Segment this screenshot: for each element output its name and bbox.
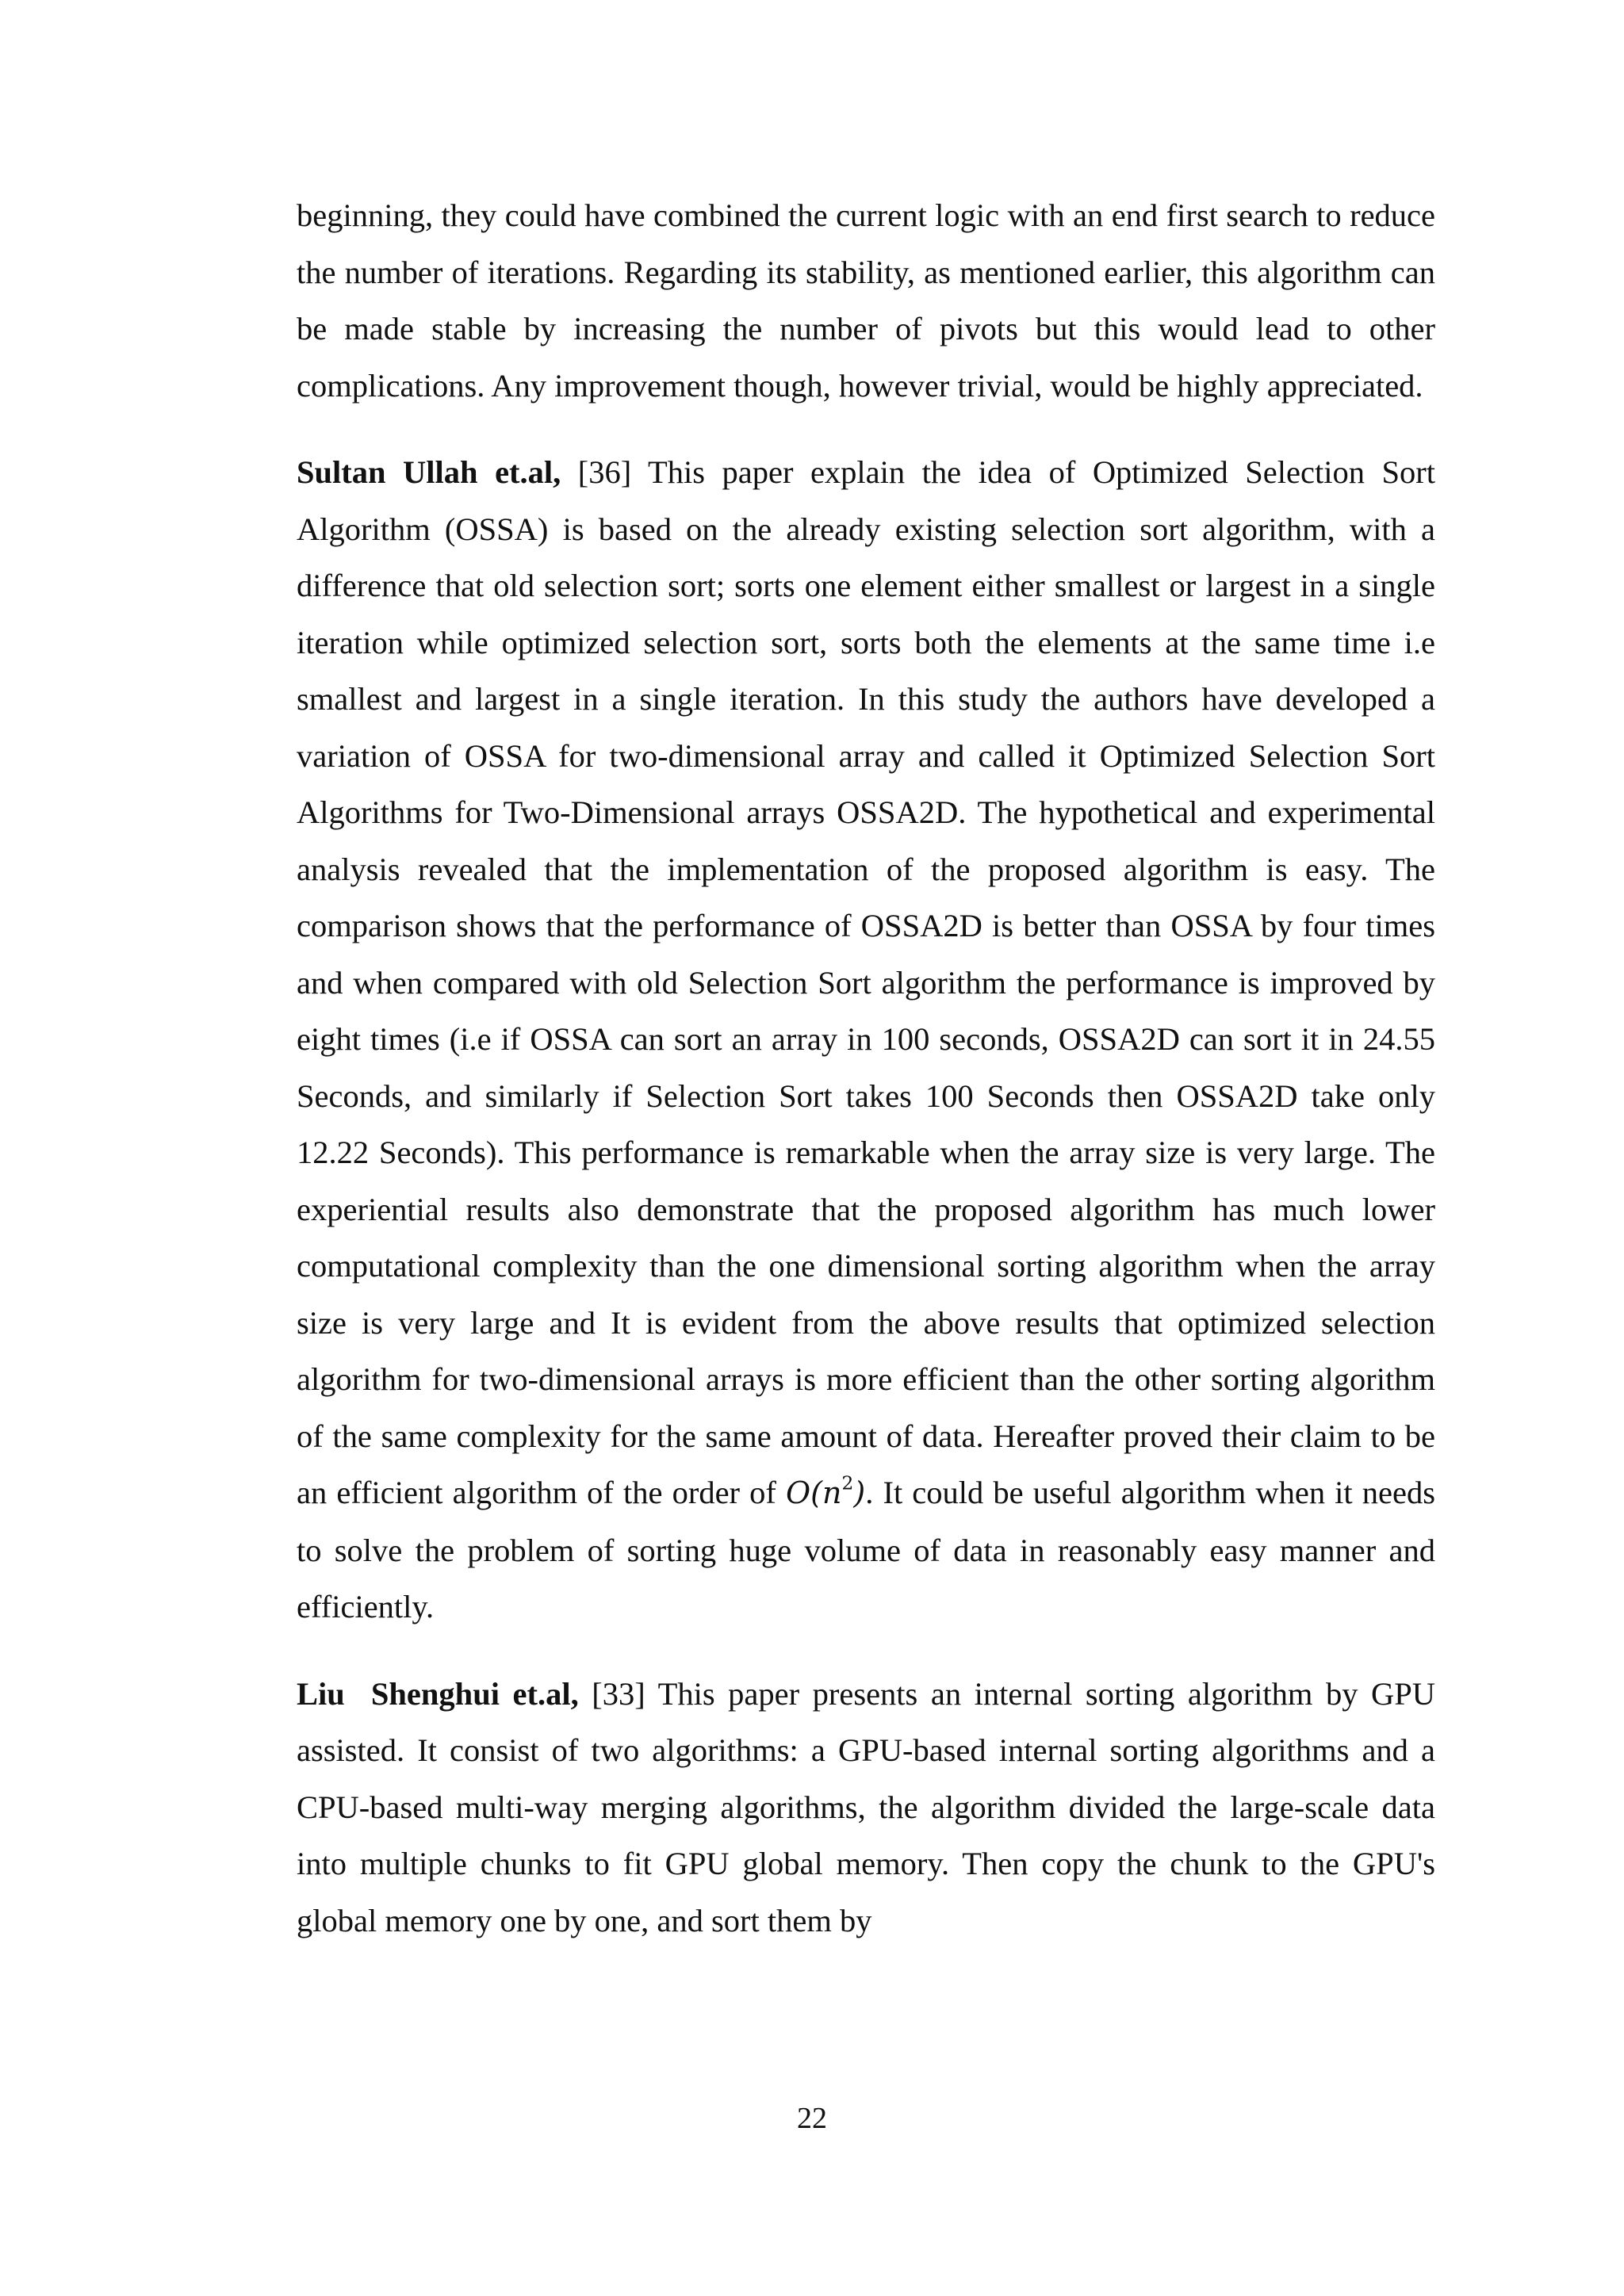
author-citation: Liu Shenghui et.al, (297, 1675, 579, 1712)
paragraph-text-end: . It could be useful algorithm when it needs to solve the problem of sorting huge volume of data in reasonably easy manner and efficiently. (297, 1475, 1435, 1624)
paragraph-text: [36] This paper explain the idea of Optimized Selection Sort Algorithm (OSSA) is based on the already existing selection sort algorithm, with a difference that old selection sort; sorts one element either smallest or largest in a single iteration while optimized selection sort, sorts both the elements at the same time i.e smallest and largest in a single iteration. In this study the authors have developed a variation of OSSA for two-dimensional array and called it Optimized Selection Sort Algorithms for Two-Dimensional arrays OSSA2D. The hypothetical and experimental analysis revealed that the implementation of the proposed algorithm is easy. The comparison shows that the performance of OSSA2D is better than OSSA by four times and when compared with old Selection Sort algorithm the performance is improved by eight times (i.e if OSSA can sort an array in 100 seconds, OSSA2D can sort it in 24.55 Seconds, and similarly if Selection Sort takes 100 Seconds then OSSA2D take only 12.22 Seconds). This performance is remarkable when the array size is very large. The experiential results also demonstrate that the proposed algorithm has much lower computational complexity than the one dimensional sorting algorithm when the array size is very large and It is evident from the above results that optimized selection algorithm for two-dimensional arrays is more efficient than the other sorting algorithm of the same complexity for the same amount of data. Hereafter proved their claim to be an efficient algorithm of the order of (297, 454, 1435, 1510)
paragraph-liu-shenghui (297, 1666, 1435, 1950)
complexity-formula (785, 1471, 866, 1510)
author-citation: Sultan Ullah et.al, (297, 454, 561, 490)
paragraph-text: [33] This paper presents an internal sorting algorithm by GPU assisted. It consist of two algorithms: a GPU-based internal sorting algorithms and a CPU-based multi-way merging algorithms, the algorithm divided the large-scale data into multiple chunks to fit GPU global memory. Then copy the chunk to the GPU's global memory one by one, and sort them by (297, 1675, 1436, 1938)
formula-exponent: 2 (841, 1471, 854, 1494)
paragraph-text: beginning, they could have combined the current logic with an end first search to reduce the number of iterations. Regarding its stability, as mentioned earlier, this algorithm can be made stable by increasing the number of pivots but this would lead to other complications. Any improvement though, however trivial, would be highly appreciated. (297, 197, 1435, 404)
paragraph-sultan-ullah (297, 444, 1435, 1636)
body-text (297, 187, 1435, 1979)
formula-close: ) (853, 1475, 866, 1510)
formula-base: O(n (785, 1475, 842, 1510)
paragraph-continuation (297, 187, 1435, 414)
page-number: 22 (797, 2102, 827, 2135)
